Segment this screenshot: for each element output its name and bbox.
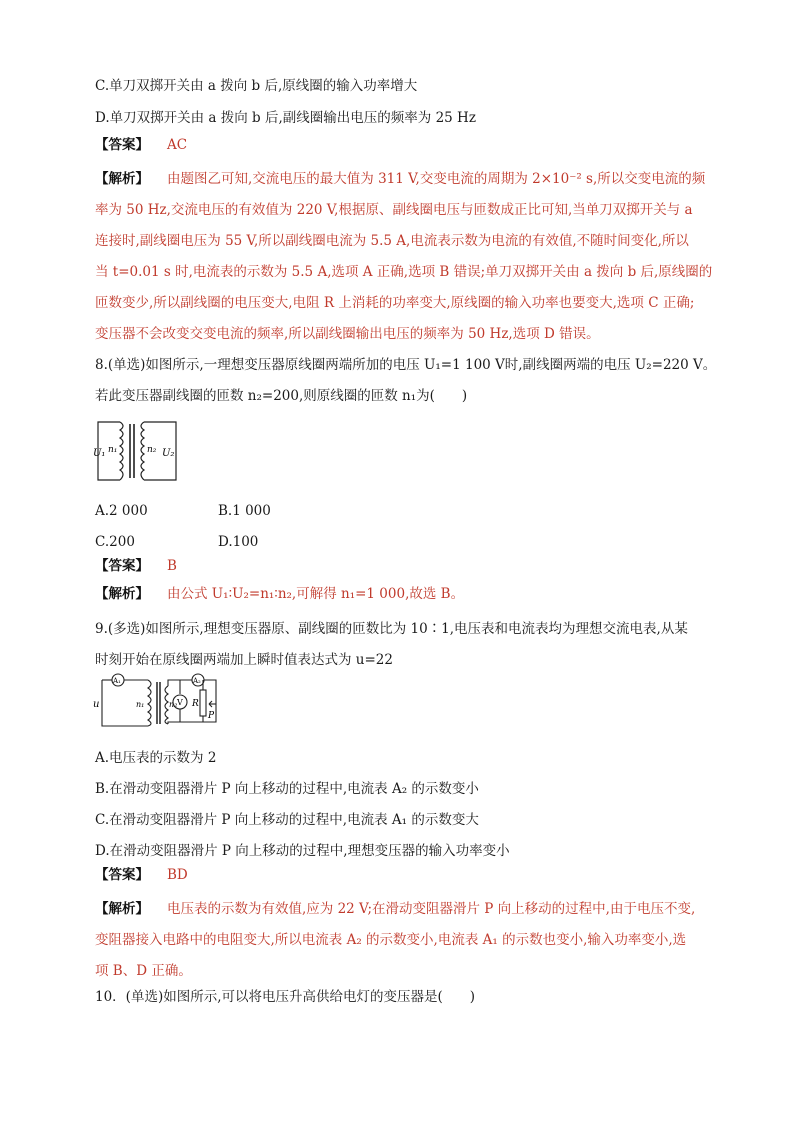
q9-explain-line-1	[95, 899, 695, 919]
q8-option-b[interactable]: B.1 000	[218, 503, 271, 519]
q7-explain-line-5: 匝数变少,所以副线圈的电压变大,电阻 R 上消耗的功率变大,原线圈的输入功率也要变大,选项 C 正确;	[95, 295, 695, 311]
q8-option-a[interactable]: A.2 000	[95, 503, 148, 519]
voltmeter-label: V	[177, 698, 183, 707]
u2-label: U₂	[162, 448, 175, 459]
n1-label: n₁	[108, 445, 118, 455]
q8-answer: B	[167, 558, 177, 574]
explain-tag: 【解析】	[95, 901, 149, 917]
q9-option-c[interactable]: C.在滑动变阻器滑片 P 向上移动的过程中,电流表 A₁ 的示数变大	[95, 812, 479, 828]
q9-explain-text-1: 电压表的示数为有效值,应为 22 V;在滑动变阻器滑片 P 向上移动的过程中,由于电压不变,	[167, 901, 696, 917]
explain-tag: 【解析】	[95, 586, 149, 602]
prev-option-d: D.单刀双掷开关由 a 拨向 b 后,副线圈输出电压的频率为 25 Hz	[95, 110, 476, 126]
answer-tag: 【答案】	[95, 137, 149, 153]
a2-label: A₂	[193, 677, 201, 685]
q9-option-a[interactable]: A.电压表的示数为 2	[95, 750, 217, 766]
q7-explain-line-6: 变压器不会改变交变电流的频率,所以副线圈输出电压的频率为 50 Hz,选项 D 错误。	[95, 326, 600, 342]
q9-answer: BD	[167, 867, 188, 883]
q7-explain-line-4: 当 t=0.01 s 时,电流表的示数为 5.5 A,选项 A 正确,选项 B 错误;单刀双掷开关由 a 拨向 b 后,原线圈的	[95, 264, 713, 280]
u-label: u	[93, 699, 100, 710]
q9-stem-line-1: 9.(多选)如图所示,理想变压器原、副线圈的匝数比为 10∶1,电压表和电流表均为理想交流电表,从某	[95, 621, 688, 637]
u1-label: U₁	[93, 448, 106, 459]
q7-answer: AC	[167, 137, 188, 153]
q8-explain-row	[95, 584, 464, 604]
q9-option-b[interactable]: B.在滑动变阻器滑片 P 向上移动的过程中,电流表 A₂ 的示数变小	[95, 781, 479, 797]
p-label: P	[208, 711, 215, 721]
answer-tag: 【答案】	[95, 867, 149, 883]
n2-label: n₂	[147, 445, 157, 455]
q7-explain-line-2: 率为 50 Hz,交流电压的有效值为 220 V,根据原、副线圈电压与匝数成正比可知,当单刀双掷开关与 a	[95, 202, 693, 218]
q8-transformer-diagram	[92, 418, 187, 486]
n2-label: n₂	[169, 700, 178, 709]
q8-option-d[interactable]: D.100	[218, 534, 259, 550]
q9-explain-line-2: 变阻器接入电路中的电阻变大,所以电流表 A₂ 的示数变小,电流表 A₁ 的示数也变小,输入功率变小,选	[95, 932, 687, 948]
n1-label: n₁	[136, 700, 145, 709]
a1-label: A₁	[113, 677, 121, 685]
q9-circuit-diagram	[92, 672, 224, 734]
q9-option-d[interactable]: D.在滑动变阻器滑片 P 向上移动的过程中,理想变压器的输入功率变小	[95, 843, 510, 859]
q9-explain-line-3: 项 B、D 正确。	[95, 963, 192, 979]
q8-stem-line-2: 若此变压器副线圈的匝数 n₂=200,则原线圈的匝数 n₁为( )	[95, 388, 468, 404]
q8-answer-row	[95, 556, 177, 576]
q8-stem-line-1: 8.(单选)如图所示,一理想变压器原线圈两端所加的电压 U₁=1 100 V时,副线圈两端的电压 U₂=220 V。	[95, 357, 717, 373]
q10-stem: 10．(单选)如图所示,可以将电压升高供给电灯的变压器是( )	[95, 989, 476, 1005]
q8-explain-text: 由公式 U₁∶U₂=n₁∶n₂,可解得 n₁=1 000,故选 B。	[167, 586, 465, 602]
answer-tag: 【答案】	[95, 558, 149, 574]
q8-option-c[interactable]: C.200	[95, 534, 135, 550]
q7-explain-line-1	[95, 169, 705, 189]
r-label: R	[192, 699, 199, 709]
explain-tag: 【解析】	[95, 171, 149, 187]
q7-explain-line-3: 连接时,副线圈电压为 55 V,所以副线圈电流为 5.5 A,电流表示数为电流的有效值,不随时间变化,所以	[95, 233, 689, 249]
q9-stem-line-2: 时刻开始在原线圈两端加上瞬时值表达式为 u=22	[95, 652, 393, 668]
q7-answer-row	[95, 135, 187, 155]
prev-option-c: C.单刀双掷开关由 a 拨向 b 后,原线圈的输入功率增大	[95, 78, 418, 94]
q7-explain-text-1: 由题图乙可知,交流电压的最大值为 311 V,交变电流的周期为 2×10⁻² s,所以交变电流的频	[167, 171, 706, 187]
q9-answer-row	[95, 865, 188, 885]
